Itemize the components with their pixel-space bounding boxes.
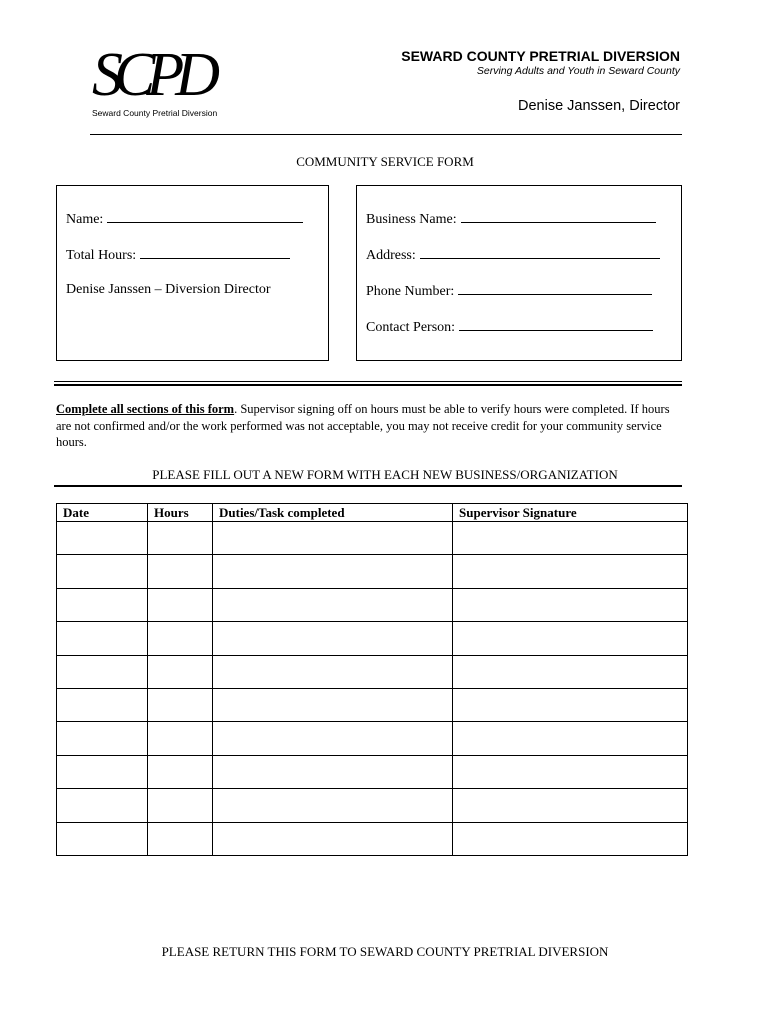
duties-cell[interactable] bbox=[213, 588, 453, 621]
signature-cell[interactable] bbox=[453, 688, 688, 721]
logo-subtitle: Seward County Pretrial Diversion bbox=[92, 108, 218, 118]
hours-cell[interactable] bbox=[148, 789, 213, 822]
business-name-blank[interactable] bbox=[461, 210, 656, 223]
director-line: Denise Janssen, Director bbox=[518, 98, 680, 114]
name-blank[interactable] bbox=[107, 210, 303, 223]
duties-cell[interactable] bbox=[213, 822, 453, 855]
signature-cell[interactable] bbox=[453, 822, 688, 855]
org-tagline: Serving Adults and Youth in Seward County bbox=[476, 65, 680, 77]
signature-cell[interactable] bbox=[453, 755, 688, 788]
table-row bbox=[57, 622, 688, 655]
name-field[interactable] bbox=[66, 210, 303, 228]
address-label: Address: bbox=[366, 248, 416, 263]
business-name-field[interactable] bbox=[366, 210, 656, 228]
phone-label: Phone Number: bbox=[366, 284, 455, 299]
scpd-logo bbox=[92, 41, 232, 120]
date-cell[interactable] bbox=[57, 755, 148, 788]
signature-cell[interactable] bbox=[453, 555, 688, 588]
hours-cell[interactable] bbox=[148, 588, 213, 621]
total-hours-field[interactable] bbox=[66, 246, 290, 264]
form-title: COMMUNITY SERVICE FORM bbox=[296, 154, 474, 169]
section-divider-thick bbox=[54, 384, 682, 386]
phone-blank[interactable] bbox=[458, 282, 652, 295]
instructions-lead: Complete all sections of this form bbox=[56, 402, 235, 416]
table-row bbox=[57, 555, 688, 588]
logo-mark: SCPD bbox=[92, 41, 211, 109]
duties-cell[interactable] bbox=[213, 622, 453, 655]
notice-divider bbox=[54, 485, 682, 487]
contact-person-blank[interactable] bbox=[459, 318, 653, 331]
total-hours-blank[interactable] bbox=[140, 246, 290, 259]
date-cell[interactable] bbox=[57, 555, 148, 588]
date-cell[interactable] bbox=[57, 722, 148, 755]
table-row bbox=[57, 755, 688, 788]
total-hours-label: Total Hours: bbox=[66, 248, 137, 263]
signature-cell[interactable] bbox=[453, 655, 688, 688]
hours-cell[interactable] bbox=[148, 755, 213, 788]
address-blank[interactable] bbox=[420, 246, 660, 259]
table-row bbox=[57, 588, 688, 621]
instructions-paragraph bbox=[56, 401, 681, 451]
business-name-label: Business Name: bbox=[366, 212, 457, 227]
duties-cell[interactable] bbox=[213, 722, 453, 755]
section-divider-thin bbox=[54, 381, 682, 382]
table-body bbox=[57, 522, 688, 856]
col-header-date: Date bbox=[57, 504, 148, 522]
table-row bbox=[57, 688, 688, 721]
date-cell[interactable] bbox=[57, 822, 148, 855]
header-divider bbox=[90, 134, 682, 135]
duties-cell[interactable] bbox=[213, 789, 453, 822]
date-cell[interactable] bbox=[57, 688, 148, 721]
signature-cell[interactable] bbox=[453, 722, 688, 755]
date-cell[interactable] bbox=[57, 522, 148, 555]
org-name: SEWARD COUNTY PRETRIAL DIVERSION bbox=[401, 48, 680, 64]
instructions-body: . Supervisor signing off on hours must be able to verify hours were completed. If hours are not confirmed and/or the work performed was not acceptable, you may not receive credit for your community service hours. bbox=[56, 402, 670, 449]
hours-cell[interactable] bbox=[148, 522, 213, 555]
signature-cell[interactable] bbox=[453, 522, 688, 555]
table-row bbox=[57, 822, 688, 855]
contact-person-field[interactable] bbox=[366, 318, 653, 336]
date-cell[interactable] bbox=[57, 622, 148, 655]
business-info-box bbox=[356, 185, 682, 361]
hours-cell[interactable] bbox=[148, 622, 213, 655]
hours-cell[interactable] bbox=[148, 822, 213, 855]
col-header-hours: Hours bbox=[148, 504, 213, 522]
hours-cell[interactable] bbox=[148, 655, 213, 688]
diversion-director-line: Denise Janssen – Diversion Director bbox=[66, 282, 271, 297]
signature-cell[interactable] bbox=[453, 789, 688, 822]
col-header-duties: Duties/Task completed bbox=[213, 504, 453, 522]
hours-cell[interactable] bbox=[148, 722, 213, 755]
return-instructions: PLEASE RETURN THIS FORM TO SEWARD COUNTY PRETRIAL DIVERSION bbox=[161, 944, 609, 959]
table-row bbox=[57, 789, 688, 822]
duties-cell[interactable] bbox=[213, 522, 453, 555]
hours-cell[interactable] bbox=[148, 688, 213, 721]
duties-cell[interactable] bbox=[213, 555, 453, 588]
col-header-supervisor-signature: Supervisor Signature bbox=[453, 504, 688, 522]
participant-info-box bbox=[56, 185, 329, 361]
signature-cell[interactable] bbox=[453, 622, 688, 655]
duties-cell[interactable] bbox=[213, 655, 453, 688]
new-form-notice: PLEASE FILL OUT A NEW FORM WITH EACH NEW BUSINESS/ORGANIZATION bbox=[152, 467, 618, 482]
duties-cell[interactable] bbox=[213, 688, 453, 721]
date-cell[interactable] bbox=[57, 655, 148, 688]
contact-person-label: Contact Person: bbox=[366, 320, 456, 335]
table-row bbox=[57, 655, 688, 688]
signature-cell[interactable] bbox=[453, 588, 688, 621]
date-cell[interactable] bbox=[57, 588, 148, 621]
hours-cell[interactable] bbox=[148, 555, 213, 588]
address-field[interactable] bbox=[366, 246, 660, 264]
date-cell[interactable] bbox=[57, 789, 148, 822]
table-header-row bbox=[57, 504, 688, 522]
name-label: Name: bbox=[66, 212, 104, 227]
table-row bbox=[57, 522, 688, 555]
hours-log-table bbox=[56, 503, 688, 856]
phone-field[interactable] bbox=[366, 282, 652, 300]
table-row bbox=[57, 722, 688, 755]
duties-cell[interactable] bbox=[213, 755, 453, 788]
